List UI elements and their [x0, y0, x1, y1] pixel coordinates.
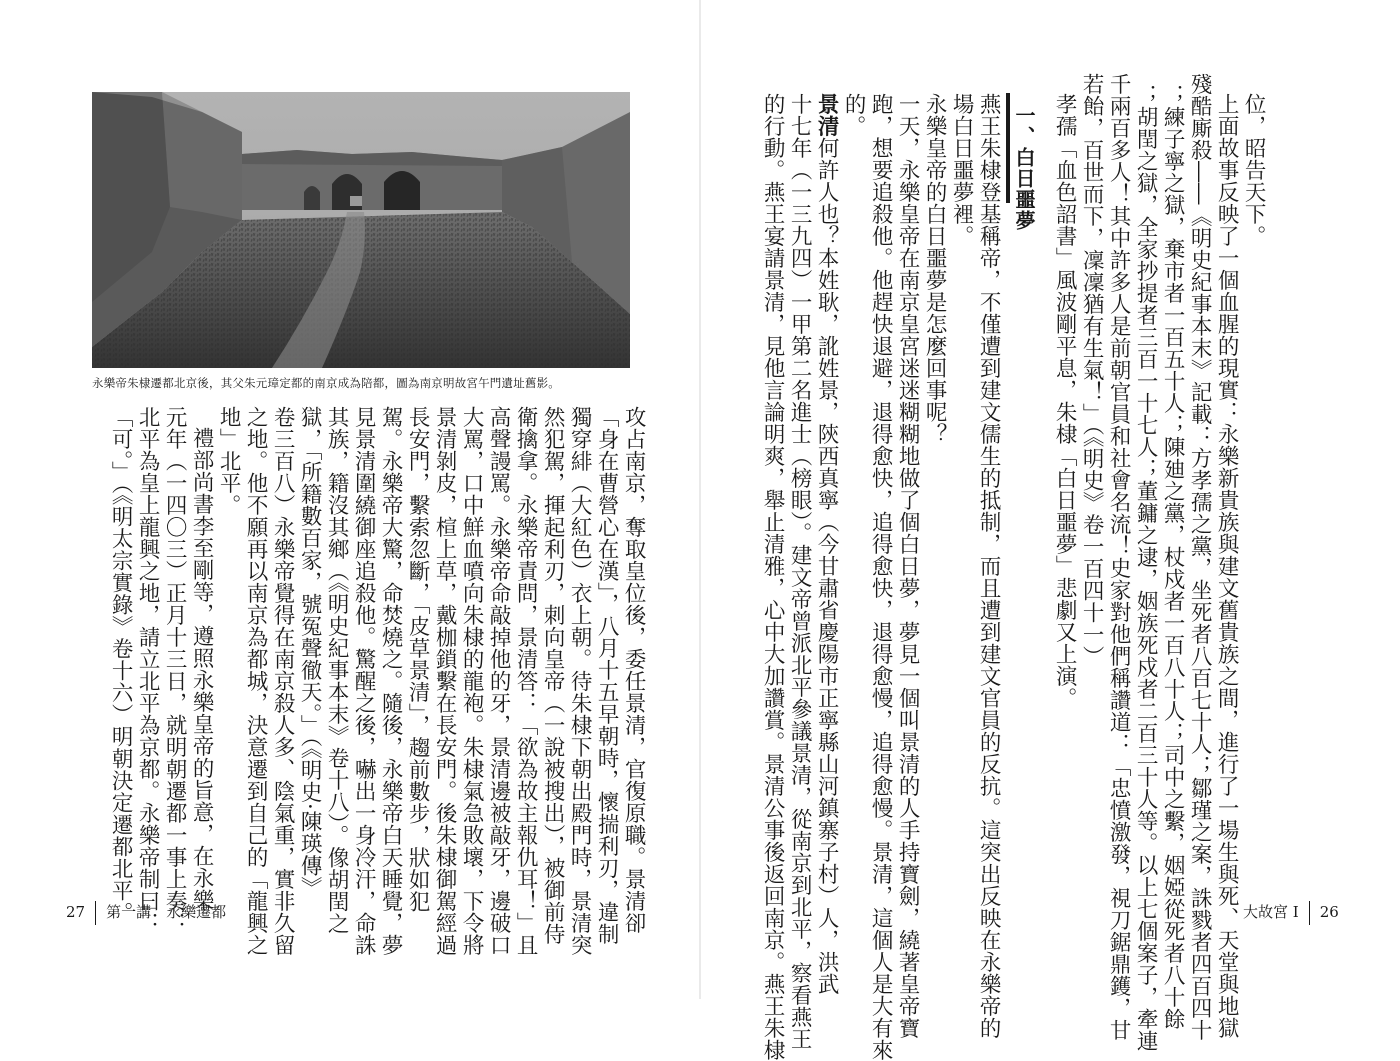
- left-text-column: 大罵，口中鮮血噴向朱棣的龍袍。朱棣氣急敗壞，下令將: [459, 406, 485, 956]
- left-text-column: 高聲謾罵。永樂帝命敲掉他的牙，景清邊被敲牙，邊破口: [486, 406, 512, 956]
- left-text-column: 獨穿緋（大紅色）衣上朝。待朱棣下朝出殿門時，景清突: [567, 406, 593, 956]
- left-text-column: 卷三百八）永樂帝覺得在南京殺人多、陰氣重，實非久留: [270, 406, 296, 956]
- right-text-column: 場白日噩夢裡。: [949, 93, 975, 247]
- right-text-column: 一天，永樂皇帝在南京皇宮迷迷糊糊地做了個白日夢，夢見一個叫景清的人手持寶劍，繞著皇帝寶: [895, 93, 921, 1039]
- chapter-title: 第一講 永樂遷都: [106, 903, 227, 921]
- page-number: 26: [1319, 903, 1339, 921]
- right-text-column: ；胡閏之獄，全家抄提者三百一十七人；董鏞之逮，姻族死戍者二百三十人等。以上七個案子，牽連: [1133, 84, 1159, 1052]
- left-text-column: 駕。永樂帝大驚，命焚燒之。隨後，永樂帝白天睡覺，夢: [378, 406, 404, 956]
- historical-photo: [92, 92, 630, 368]
- left-text-column: 其族，籍沒其鄉（《明史紀事本末》卷十八）。像胡閏之: [324, 406, 350, 935]
- section-heading-text: 一、白日噩夢: [1012, 105, 1036, 231]
- right-text-column: [813, 93, 840, 995]
- left-text-column: 北平為皇上龍興之地，請立北平為京都。永樂帝制曰：: [135, 406, 161, 934]
- photo-caption: 永樂帝朱棣遷都北京後，其父朱元璋定都的南京成為陪都，圖為南京明故宮午門遺址舊影。: [92, 376, 560, 390]
- left-text-column: 地」北平。: [216, 406, 242, 516]
- column-text: 何許人也？本姓耿，訛姓景，陝西真寧（今甘肅省慶陽市正寧縣山河鎮寨子村）人，洪武: [814, 137, 840, 995]
- left-text-column: 禮部尚書李至剛等，遵照永樂皇帝的旨意，在永樂: [189, 427, 215, 911]
- section-heading: [1006, 93, 1045, 231]
- right-text-column: 位，昭告天下。: [1241, 93, 1267, 247]
- right-text-column: 燕王朱棣登基稱帝，不僅遭到建文儒生的抵制，而且遭到建文官員的反抗。這突出反映在永樂帝的: [976, 93, 1002, 1039]
- left-text-column: 「可。」（《明太宗實錄》卷十六）明朝決定遷都北平。: [108, 406, 134, 924]
- right-text-column: 永樂皇帝的白日噩夢是怎麼回事呢？: [922, 93, 948, 445]
- right-text-column: ；練子寧之獄，棄市者一百五十人；陳廸之黨，杖戍者一百八十人；司中之繫，姻婭從死者八十餘: [1160, 84, 1186, 1030]
- page-number: 27: [66, 903, 86, 921]
- left-text-column: 之地。他不願再以南京為都城，決意遷到自己的「龍興之: [243, 406, 269, 956]
- right-text-column: 上面故事反映了一個血腥的現實：永樂新貴族與建文舊貴族之間，進行了一場生與死、天堂與地獄: [1214, 93, 1240, 1039]
- left-text-column: 元年（一四〇三）正月十三日，就明朝遷都一事上奏：: [162, 406, 188, 934]
- right-text-column: 的行動。燕王宴請景清，見他言論明爽，舉止清雅，心中大加讚賞。景清公事後返回南京。燕王朱棣: [760, 93, 786, 1061]
- book-gutter: [699, 0, 701, 999]
- folio-left: [66, 901, 226, 925]
- right-text-column: 千兩百多人！其中許多人是前朝官員和社會名流！史家對他們稱讚道：「忠憤激發，視刀鋸鼎鑊，甘: [1106, 73, 1132, 1041]
- bold-name-jingqing: 景清: [814, 93, 840, 137]
- left-text-column: 獄，「所籍數百家，號冤聲徹天。」（《明史·陳瑛傳》: [297, 406, 323, 899]
- right-text-column: 若飴，百世而下，凜凜猶有生氣！」（《明史》卷一百四十一）: [1079, 73, 1105, 668]
- wumen-ruins-photo: [92, 92, 630, 368]
- left-text-column: 長安門，繫索忽斷，「皮草景清」，趨前數步，狀如犯: [405, 406, 431, 913]
- left-text-column: 「身在曹營心在漢」，八月十五早朝時，懷揣利刃，違制: [594, 406, 620, 946]
- left-text-column: 見景清圍繞御座追殺他。驚醒之後，嚇出一身冷汗，命誅: [351, 406, 377, 956]
- folio-separator: [95, 901, 96, 925]
- right-text-column: 的。: [841, 93, 867, 137]
- book-title: 大故宮 I: [1243, 903, 1299, 921]
- right-text-column: 殘酷廝殺――《明史紀事本末》記載：方孝孺之黨，坐死者八百七十人；鄒瑾之案，誅戮者四百四十: [1187, 73, 1213, 1041]
- left-text-column: 衛擒拿。永樂帝責問，景清答：「欲為故主報仇耳！」且: [513, 406, 539, 956]
- right-text-column: 十七年（一三九四）一甲第二名進士（榜眼）。建文帝曾派北平參議景清，從南京到北平，察看燕王: [787, 93, 813, 1051]
- left-text-column: 攻占南京，奪取皇位後，委任景清，官復原職。景清卻: [621, 406, 647, 934]
- folio-separator: [1309, 901, 1310, 925]
- folio-right: [1243, 901, 1339, 925]
- right-text-column: 孝孺「血色詔書」風波剛平息，朱棣「白日噩夢」悲劇又上演。: [1052, 93, 1078, 709]
- left-text-column: 景清剝皮，楦上草，戴枷鎖繫在長安門。後朱棣御駕經過: [432, 406, 458, 956]
- left-text-column: 然犯駕，揮起利刃，刺向皇帝（一說被搜出），被御前侍: [540, 406, 566, 946]
- right-text-column: 跑，想要追殺他。他趕快退避，退得愈快，追得愈快，退得愈慢，追得愈慢。景清，這個人是大有來: [868, 93, 894, 1061]
